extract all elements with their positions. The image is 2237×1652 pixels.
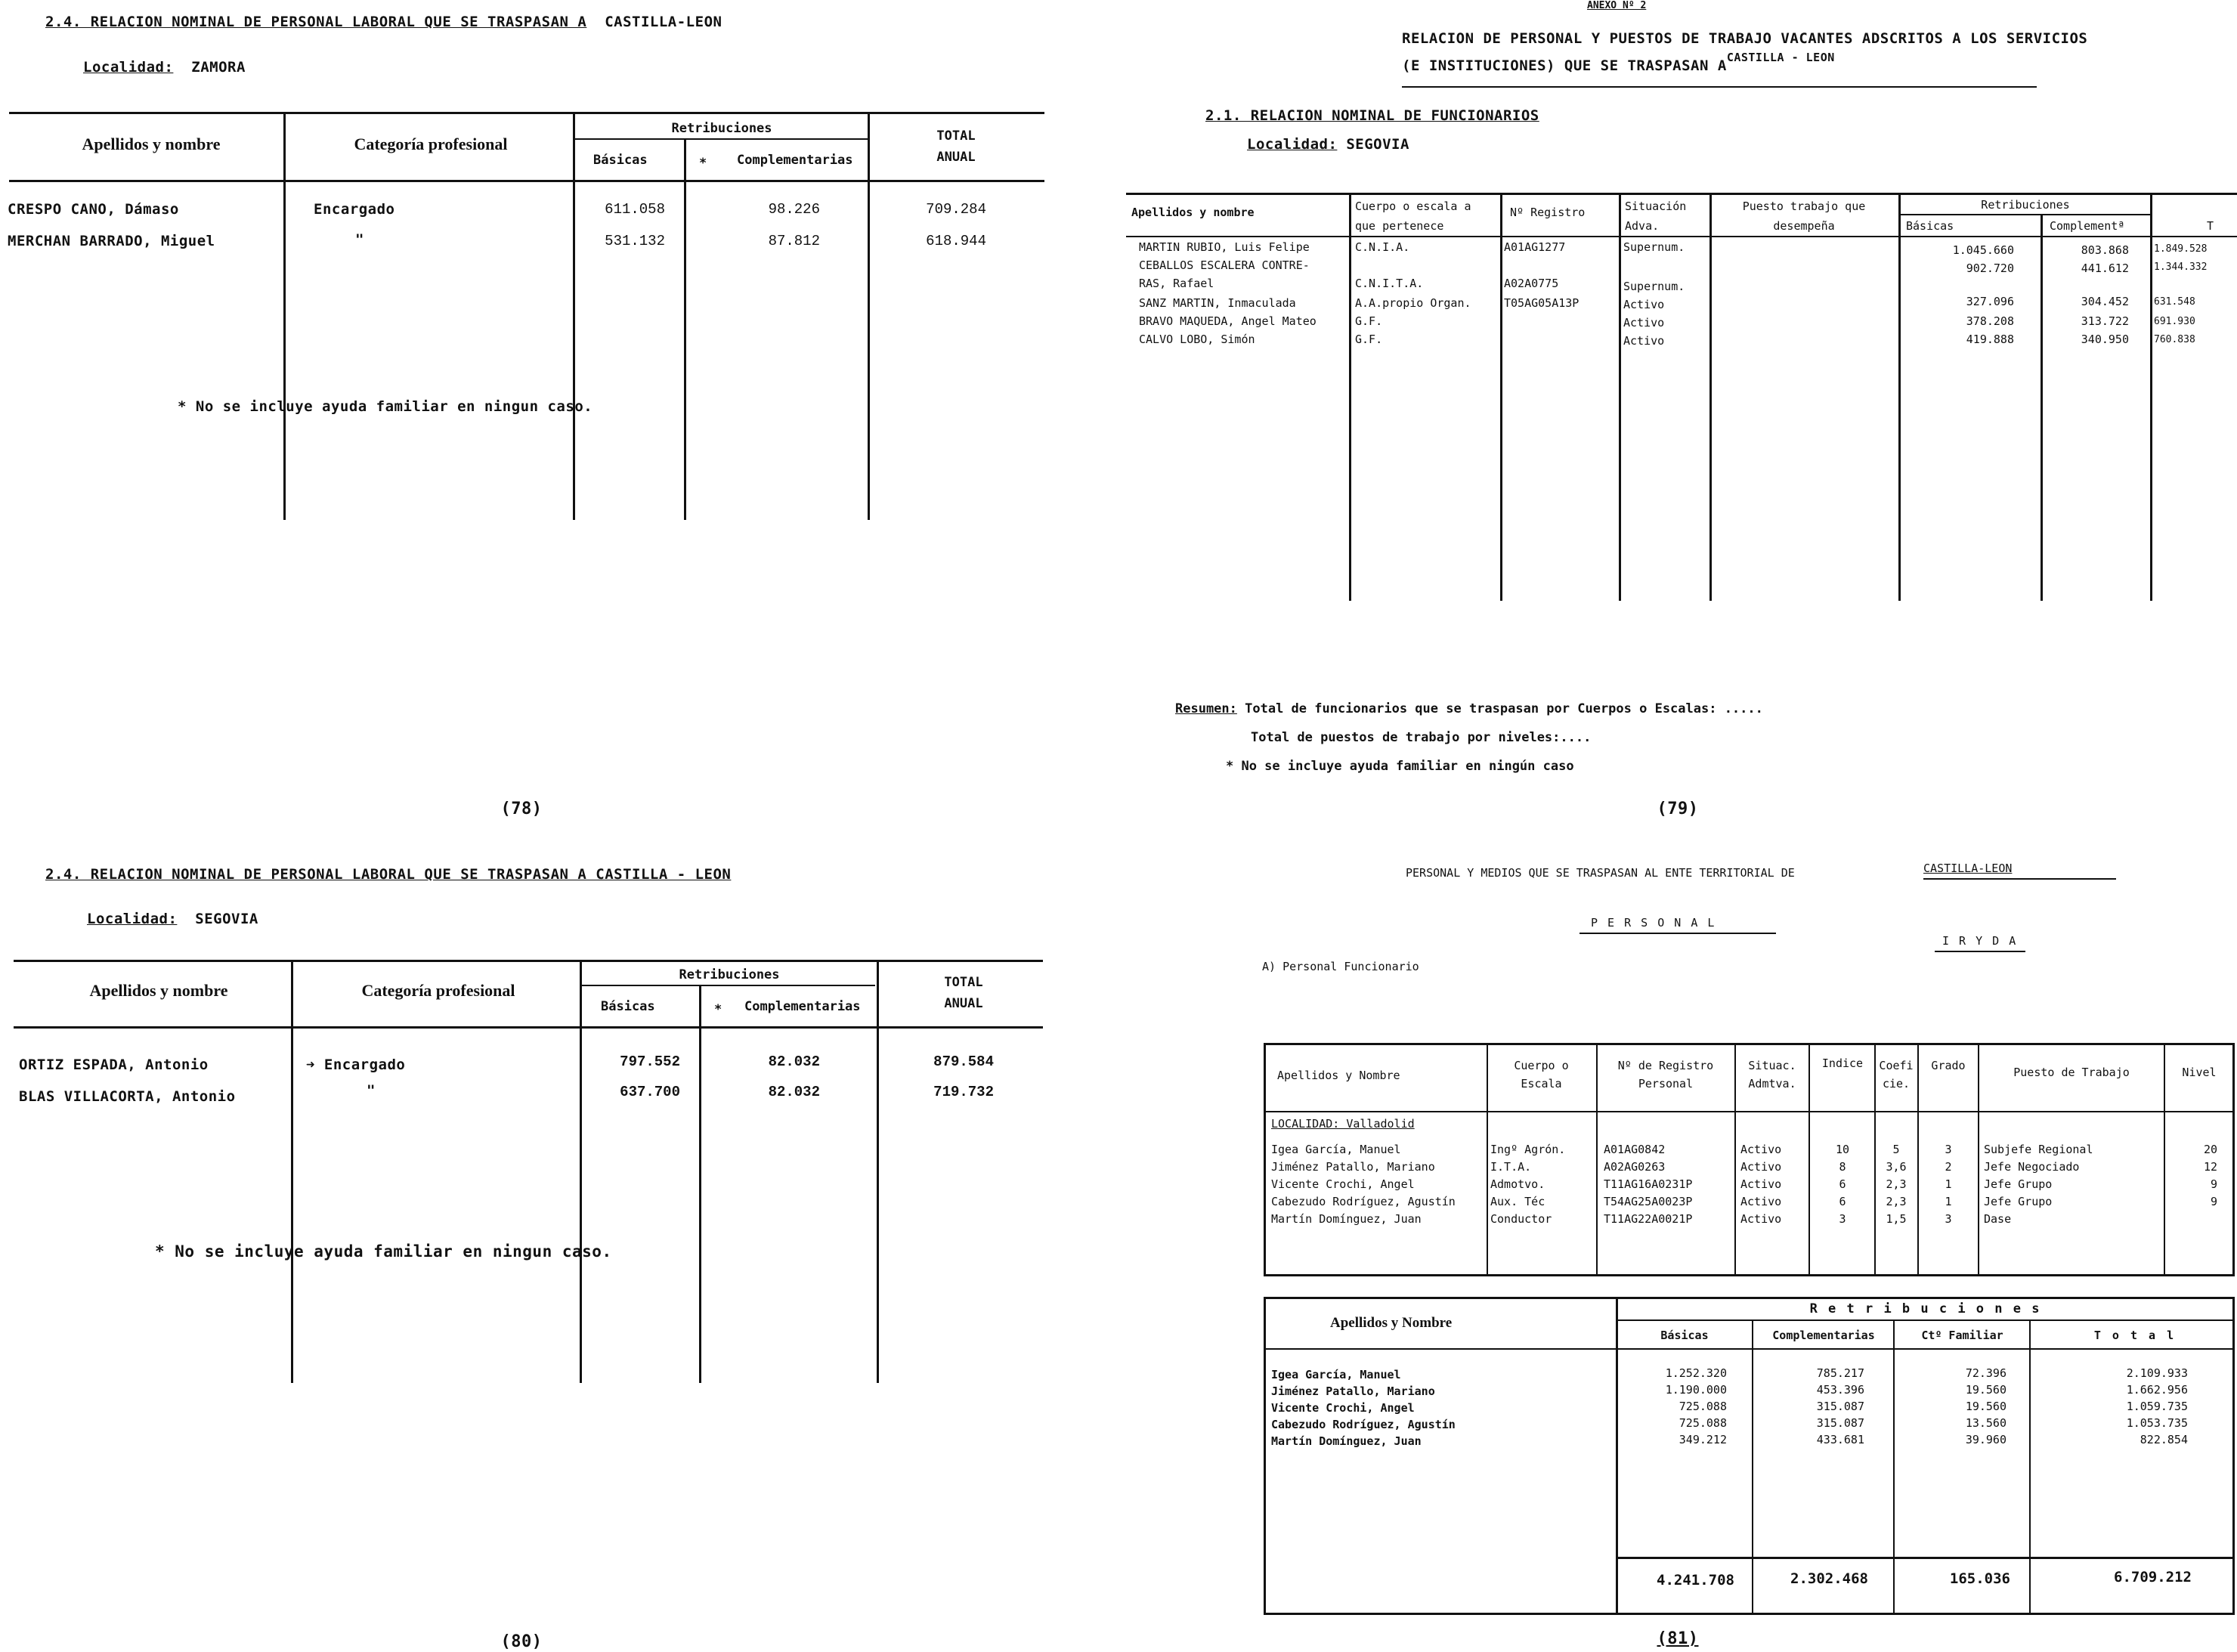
p81-row-ind: 6 (1839, 1177, 1846, 1191)
p78-col1 (283, 112, 286, 520)
p81-row-gr: 3 (1945, 1212, 1952, 1226)
p80-rule-header (14, 1026, 1043, 1029)
p78-col-basicas: Básicas (593, 153, 648, 168)
p81-row-cuerpo: Conductor (1490, 1212, 1552, 1226)
p79-rule-retrib (1901, 214, 2150, 215)
p79-row-tot: 691.930 (2154, 316, 2195, 327)
p79-row-reg: T05AG05A13P (1504, 296, 1580, 310)
p81-row-puesto: Subjefe Regional (1984, 1143, 2093, 1156)
p81-t1-col8 (2164, 1043, 2165, 1276)
p81-row-cuerpo: Aux. Téc (1490, 1195, 1545, 1208)
p81-row-name: Cabezudo Rodríguez, Agustín (1271, 1195, 1456, 1208)
p81-t1-col4 (1808, 1043, 1810, 1276)
p80-col-name: Apellidos y nombre (89, 981, 228, 1000)
p81-row2-tot: 2.109.933 (2126, 1366, 2188, 1380)
p79-col-name: Apellidos y nombre (1131, 206, 1255, 219)
p81-t2-top (1264, 1297, 2235, 1299)
p81-row-sit: Activo (1740, 1160, 1782, 1174)
p78-col-cat: Categoría profesional (354, 135, 508, 153)
p81-total-bas: 4.241.708 (1657, 1572, 1734, 1589)
p81-row-cuerpo: Admotvo. (1490, 1177, 1545, 1191)
p81-row-nivel: 20 (2203, 1143, 2217, 1156)
p80-col4 (877, 960, 879, 1383)
p79-row-cuerpo: C.N.I.A. (1355, 240, 1410, 254)
p81-t2-col4 (2029, 1319, 2031, 1615)
p79-top: ANEXO Nº 2 (1587, 0, 1647, 11)
p81-row-cuerpo: I.T.A. (1490, 1160, 1532, 1174)
p80-rule-retrib (580, 985, 875, 986)
p81-t1-top (1264, 1043, 2235, 1045)
p81-row-nivel: 12 (2203, 1160, 2217, 1174)
p80-row-total: 719.732 (933, 1084, 994, 1100)
p81-col-coef: Coeficie. (1879, 1059, 1914, 1091)
p81-t2-retrib-rule (1617, 1319, 2235, 1321)
p79-localidad (1247, 136, 1409, 153)
p81-t2-col3 (1893, 1319, 1895, 1615)
p79-row-cuerpo: C.N.I.T.A. (1355, 277, 1424, 290)
p81-iryda: I R Y D A (1942, 934, 2018, 948)
p81-t2-col1 (1616, 1297, 1618, 1615)
p81-row2-tot: 822.854 (2140, 1433, 2188, 1446)
p81-row2-comp: 453.396 (1816, 1383, 1864, 1397)
p81-t1-col3 (1734, 1043, 1736, 1276)
p79-row-sit: Supernum. (1623, 280, 1685, 293)
p78-row-total: 618.944 (926, 233, 986, 249)
p81-row2-name: Vicente Crochi, Angel (1271, 1401, 1415, 1415)
p81-row-nivel: 9 (2210, 1195, 2217, 1208)
p81-t2-bottom (1264, 1613, 2235, 1615)
p78-col-comp: Complementarias (737, 153, 853, 168)
p78-row-comp: 98.226 (768, 201, 820, 218)
p79-col-retrib: Retribuciones (1981, 198, 2070, 212)
p81-row-reg: A02AG0263 (1604, 1160, 1666, 1174)
p81-row-sit: Activo (1740, 1195, 1782, 1208)
p81-row-puesto: Jefe Grupo (1984, 1177, 2053, 1191)
p79-row-tot: 760.838 (2154, 334, 2195, 345)
p79-rule-top (1126, 193, 2237, 195)
p79-resumen-label: Resumen: (1175, 701, 1237, 716)
p81-row-cuerpo: Ingº Agrón. (1490, 1143, 1566, 1156)
p81-iryda-rule (1935, 951, 2025, 952)
p81-col-nivel: Nivel (2182, 1066, 2217, 1079)
p81-row2-name: Jiménez Patallo, Mariano (1271, 1384, 1435, 1398)
p79-row-comp: 304.452 (2081, 295, 2129, 308)
p81-row-name: Martín Domínguez, Juan (1271, 1212, 1422, 1226)
p80-row-cat-text: Encargado (323, 1056, 406, 1073)
p81-col-name: Apellidos y Nombre (1277, 1069, 1400, 1082)
p81-row-gr: 2 (1945, 1160, 1952, 1174)
p81-row2-tot: 1.662.956 (2126, 1383, 2188, 1397)
p79-row-name: SANZ MARTIN, Inmaculada (1139, 296, 1296, 310)
p81-total-comp: 2.302.468 (1790, 1570, 1868, 1587)
p79-row-name: BRAVO MAQUEDA, Angel Mateo (1139, 314, 1317, 328)
p79-localidad-value: SEGOVIA (1346, 136, 1409, 153)
p78-row-name: MERCHAN BARRADO, Miguel (8, 233, 215, 249)
p78-row-basicas: 531.132 (605, 233, 665, 249)
p81-t1-col6 (1917, 1043, 1919, 1276)
p80-heading: 2.4. RELACION NOMINAL DE PERSONAL LABORAL QUE SE TRASPASAN A CASTILLA - LEON (45, 866, 732, 883)
p79-row-reg: A02A0775 (1504, 277, 1559, 290)
p78-col3 (684, 138, 686, 520)
p79-localidad-label: Localidad: (1247, 136, 1338, 153)
p81-personal-rule (1580, 933, 1776, 934)
p81-personal: P E R S O N A L (1591, 916, 1716, 930)
p81-row-coef: 2,3 (1886, 1195, 1907, 1208)
p81-row-coef: 1,5 (1886, 1212, 1907, 1226)
p81-t1-col1 (1487, 1043, 1488, 1276)
p78-col-total1: TOTAL (936, 128, 976, 144)
p80-row-name: ORTIZ ESPADA, Antonio (19, 1056, 209, 1073)
p80-localidad (87, 911, 258, 927)
p79-row-comp: 313.722 (2081, 314, 2129, 328)
p81-row-ind: 6 (1839, 1195, 1846, 1208)
p81-t2-col2 (1752, 1319, 1753, 1615)
p81-row2-bas: 1.252.320 (1665, 1366, 1727, 1380)
p81-col2-bas: Básicas (1660, 1329, 1709, 1342)
p80-row-name: BLAS VILLACORTA, Antonio (19, 1088, 236, 1105)
p78-rule-header (9, 180, 1044, 182)
p81-row-reg: T11AG16A0231P (1604, 1177, 1693, 1191)
p79-row-sit: Activo (1623, 298, 1665, 311)
p81-row-sit: Activo (1740, 1212, 1782, 1226)
p80-col-total2: ANUAL (944, 996, 983, 1011)
p80-col2 (580, 960, 582, 1383)
p79-page-number: (79) (1657, 800, 1699, 818)
p78-row-cat: Encargado (314, 201, 395, 218)
p81-row2-bas: 725.088 (1679, 1400, 1727, 1413)
p78-region: CASTILLA-LEON (605, 14, 722, 30)
p79-col-cuerpo: Cuerpo o escala a que pertenece (1355, 200, 1471, 233)
p81-row-sit: Activo (1740, 1143, 1782, 1156)
p80-col-star: * (714, 1002, 722, 1017)
p81-row2-tot: 1.059.735 (2126, 1400, 2188, 1413)
p81-row2-tot: 1.053.735 (2126, 1416, 2188, 1430)
p78-rule-top (9, 112, 1044, 114)
p79-rule-heading (1402, 86, 2037, 88)
p79-region: CASTILLA - LEON (1726, 51, 1835, 64)
p78-page-number: (78) (500, 800, 543, 818)
p81-section: A) Personal Funcionario (1262, 960, 1419, 973)
p79-col-comp: Complementª (2050, 219, 2125, 233)
p81-row-nivel: 9 (2210, 1177, 2217, 1191)
p81-col-situacion: Situac. Admtva. (1748, 1059, 1796, 1091)
p79-row-name: RAS, Rafael (1139, 277, 1214, 290)
p81-t2-header (1264, 1348, 2235, 1350)
p79-row-comp: 441.612 (2081, 261, 2129, 275)
p81-col2-comp: Complementarias (1772, 1329, 1875, 1342)
p79-col3 (1619, 193, 1621, 601)
p81-row-ind: 10 (1835, 1143, 1850, 1156)
p79-row-tot: 1.344.332 (2154, 261, 2208, 273)
p81-row-coef: 2,3 (1886, 1177, 1907, 1191)
p81-heading: PERSONAL Y MEDIOS QUE SE TRASPASAN AL ENTE TERRITORIAL DE (1406, 866, 1795, 880)
p78-rule-retrib (574, 138, 869, 140)
p80-row-comp: 82.032 (768, 1053, 820, 1070)
p79-row-comp: 340.950 (2081, 333, 2129, 346)
p81-row2-comp: 315.087 (1816, 1400, 1864, 1413)
p80-row-cat: " (367, 1082, 376, 1099)
p81-row-name: Jiménez Patallo, Mariano (1271, 1160, 1435, 1174)
p79-resumen1 (1175, 701, 1763, 716)
p79-col6 (2041, 214, 2043, 601)
p78-localidad (83, 59, 246, 76)
p78-row-cat: " (355, 231, 364, 248)
p79-sub: 2.1. RELACION NOMINAL DE FUNCIONARIOS (1205, 107, 1539, 124)
p81-row2-bas: 1.190.000 (1665, 1383, 1727, 1397)
p81-row-ind: 3 (1839, 1212, 1846, 1226)
p81-col-registro: Nº de Registro Personal (1617, 1059, 1714, 1091)
p81-row2-fam: 39.960 (1965, 1433, 2006, 1446)
p80-page-number: (80) (500, 1632, 543, 1651)
p79-col2 (1500, 193, 1502, 601)
p79-col1 (1349, 193, 1351, 601)
p81-row-sit: Activo (1740, 1177, 1782, 1191)
p80-localidad-value: SEGOVIA (195, 911, 258, 927)
p81-row-ind: 8 (1839, 1160, 1846, 1174)
p80-col-cat: Categoría profesional (361, 981, 515, 1000)
p81-row2-name: Cabezudo Rodríguez, Agustín (1271, 1418, 1456, 1431)
p81-row2-fam: 72.396 (1965, 1366, 2006, 1380)
p80-note: * No se incluye ayuda familiar en ningun caso. (155, 1242, 612, 1261)
p79-col7 (2150, 193, 2152, 601)
p80-col3 (699, 985, 701, 1383)
p80-rule-top (14, 960, 1043, 962)
p81-row-gr: 3 (1945, 1143, 1952, 1156)
p80-col-basicas: Básicas (601, 999, 655, 1014)
p79-row-sit: Activo (1623, 316, 1665, 329)
p79-row-bas: 378.208 (1966, 314, 2014, 328)
p79-row-name: CEBALLOS ESCALERA CONTRE- (1139, 258, 1310, 272)
p81-row-reg: T54AG25A0023P (1604, 1195, 1693, 1208)
p81-row-coef: 3,6 (1886, 1160, 1907, 1174)
p81-row-puesto: Jefe Negociado (1984, 1160, 2080, 1174)
p81-row-name: Igea García, Manuel (1271, 1143, 1401, 1156)
p81-total-fam: 165.036 (1949, 1570, 2010, 1587)
p79-row-tot: 631.548 (2154, 296, 2195, 308)
p81-t1-header (1264, 1111, 2235, 1112)
p78-col-total2: ANUAL (936, 150, 976, 165)
p81-row2-name: Martín Domínguez, Juan (1271, 1434, 1422, 1448)
p79-row-cuerpo: A.A.propio Organ. (1355, 296, 1471, 310)
p81-row-puesto: Dase (1984, 1212, 2012, 1226)
p79-row-bas: 902.720 (1966, 261, 2014, 275)
p79-row-sit: Activo (1623, 334, 1665, 348)
p81-t1-bottom (1264, 1274, 2235, 1276)
p81-col-puesto: Puesto de Trabajo (2013, 1066, 2130, 1079)
p80-col-total1: TOTAL (944, 975, 983, 990)
p81-t1-col9 (2232, 1043, 2235, 1276)
p80-row-cat: ➜ Encargado (306, 1056, 406, 1073)
p81-row-reg: T11AG22A0021P (1604, 1212, 1693, 1226)
p81-col2-tot: T o t a l (2093, 1329, 2177, 1342)
p81-row2-name: Igea García, Manuel (1271, 1368, 1401, 1381)
p81-col2-name: Apellidos y Nombre (1330, 1315, 1453, 1331)
p81-t1-col0 (1264, 1043, 1266, 1276)
p79-heading2-text: (E INSTITUCIONES) QUE SE TRASPASAN A (1402, 57, 1727, 74)
p81-t2-col0 (1264, 1297, 1266, 1615)
p81-row2-comp: 433.681 (1816, 1433, 1864, 1446)
p80-col1 (291, 960, 293, 1383)
p81-row2-fam: 19.560 (1965, 1400, 2006, 1413)
p79-resumen2: Total de puestos de trabajo por niveles:.... (1251, 730, 1592, 745)
p79-rule-header (1126, 236, 2237, 237)
p81-region: CASTILLA-LEON (1923, 862, 2013, 875)
p79-col5 (1898, 193, 1901, 601)
p79-col-puesto: Puesto trabajo que desempeña (1742, 200, 1866, 233)
p79-row-name: MARTIN RUBIO, Luis Felipe (1139, 240, 1310, 254)
p81-row-gr: 1 (1945, 1195, 1952, 1208)
p81-row-name: Vicente Crochi, Angel (1271, 1177, 1415, 1191)
p80-row-basicas: 637.700 (620, 1084, 680, 1100)
p80-row-basicas: 797.552 (620, 1053, 680, 1070)
p79-heading2 (1402, 51, 1835, 74)
p81-t2-col5 (2232, 1297, 2235, 1615)
p78-col4 (868, 112, 870, 520)
p79-col-situacion: Situación Adva. (1625, 200, 1687, 233)
p79-col-registro: Nº Registro (1510, 206, 1586, 219)
p79-row-reg: A01AG1277 (1504, 240, 1566, 254)
p80-col-retrib: Retribuciones (679, 967, 780, 982)
p81-col-indice: Indice (1821, 1056, 1864, 1070)
p78-col2 (573, 112, 575, 520)
p78-note: * No se incluye ayuda familiar en ningun caso. (178, 398, 593, 415)
p81-row-reg: A01AG0842 (1604, 1143, 1666, 1156)
p81-region-rule (1923, 878, 2116, 880)
p81-row-puesto: Jefe Grupo (1984, 1195, 2053, 1208)
p79-row-cuerpo: G.F. (1355, 333, 1383, 346)
p79-row-sit: Supernum. (1623, 240, 1685, 254)
p78-col-star: * (699, 156, 707, 171)
p78-heading-text: 2.4. RELACION NOMINAL DE PERSONAL LABORAL QUE SE TRASPASAN A (45, 14, 587, 30)
p80-row-comp: 82.032 (768, 1084, 820, 1100)
p81-row2-bas: 349.212 (1679, 1433, 1727, 1446)
p81-localidad: LOCALIDAD: Valladolid (1271, 1117, 1415, 1131)
p79-row-bas: 1.045.660 (1952, 243, 2014, 257)
p79-row-comp: 803.868 (2081, 243, 2129, 257)
p81-col2-fam: Ctº Familiar (1921, 1329, 2003, 1342)
p79-row-tot: 1.849.528 (2154, 243, 2208, 255)
p78-row-basicas: 611.058 (605, 201, 665, 218)
p79-heading1: RELACION DE PERSONAL Y PUESTOS DE TRABAJO VACANTES ADSCRITOS A LOS SERVICIOS (1402, 30, 2088, 47)
p81-t2-total-rule (1617, 1557, 2235, 1559)
p78-row-comp: 87.812 (768, 233, 820, 249)
p81-col-grado: Grado (1931, 1059, 1966, 1072)
p80-row-total: 879.584 (933, 1053, 994, 1070)
p80-localidad-label: Localidad: (87, 911, 178, 927)
p79-note: * No se incluye ayuda familiar en ningún caso (1226, 759, 1574, 774)
p81-row2-comp: 315.087 (1816, 1416, 1864, 1430)
p81-row2-fam: 13.560 (1965, 1416, 2006, 1430)
p81-row2-comp: 785.217 (1816, 1366, 1864, 1380)
p81-t1-col2 (1596, 1043, 1598, 1276)
p81-t1-col5 (1874, 1043, 1876, 1276)
p81-row2-bas: 725.088 (1679, 1416, 1727, 1430)
p81-t1-col7 (1978, 1043, 1979, 1276)
p78-col-name: Apellidos y nombre (82, 135, 221, 153)
p81-col-cuerpo: Cuerpo o Escala (1514, 1059, 1569, 1091)
p78-heading (45, 14, 722, 30)
p78-row-name: CRESPO CANO, Dámaso (8, 201, 179, 218)
p81-row-gr: 1 (1945, 1177, 1952, 1191)
p81-page-number: (81) (1657, 1629, 1699, 1648)
p81-total-tot: 6.709.212 (2114, 1569, 2192, 1585)
p78-localidad-value: ZAMORA (191, 59, 246, 76)
p78-localidad-label: Localidad: (83, 59, 174, 76)
p81-col2-retrib: R e t r i b u c i o n e s (1809, 1301, 2041, 1316)
p79-row-cuerpo: G.F. (1355, 314, 1383, 328)
p79-col-total: T (2207, 219, 2214, 233)
p81-row2-fam: 19.560 (1965, 1383, 2006, 1397)
p79-row-name: CALVO LOBO, Simón (1139, 333, 1255, 346)
p80-col-comp: Complementarias (744, 999, 861, 1014)
p79-row-bas: 327.096 (1966, 295, 2014, 308)
p79-col4 (1709, 193, 1712, 601)
p79-col-basicas: Básicas (1906, 219, 1954, 233)
p78-col-retrib: Retribuciones (671, 121, 772, 136)
p79-row-bas: 419.888 (1966, 333, 2014, 346)
p78-row-total: 709.284 (926, 201, 986, 218)
p81-row-coef: 5 (1892, 1143, 1900, 1156)
p79-resumen1-text: Total de funcionarios que se traspasan por Cuerpos o Escalas: ..... (1245, 701, 1763, 716)
